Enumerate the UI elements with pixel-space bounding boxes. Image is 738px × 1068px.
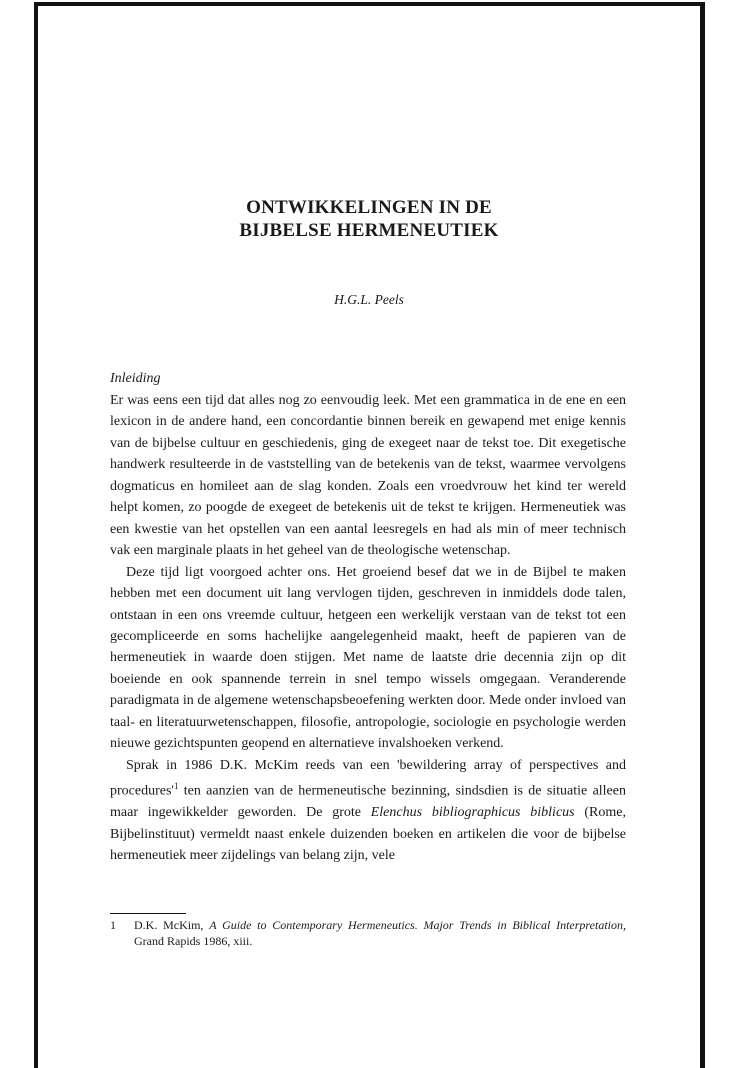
footnote-reference: 1: [173, 781, 179, 792]
section-heading: Inleiding: [110, 371, 161, 386]
article-title-line-2: BIJBELSE HERMENEUTIEK: [239, 220, 499, 241]
page-border-right: [700, 2, 705, 1068]
paragraph-3-italic-title: Elenchus bibliographicus biblicus: [370, 805, 575, 821]
paragraph-3-part-3: (Rome, Bijbelinstituut) vermeldt naast enkele duizenden boeken en artikelen die voor de bijbelse hermeneutiek meer zijdelings van belang zijn, vele: [110, 805, 626, 864]
body-text: [110, 390, 626, 867]
footnote-text-part-1: D.K. McKim,: [134, 918, 210, 932]
paragraph-2: Deze tijd ligt voorgoed achter ons. Het groeiend besef dat we in de Bijbel te maken hebben met een document uit lang vervlogen tijden, geschreven in inmiddels dode talen, ontstaan in een ons vreemde cultuur, hetgeen een werkelijk verstaan van de tekst tot een gecompliceerde en soms hachelijke aangelegenheid maakt, heeft de papieren van de hermeneutiek in waarde doen stijgen. Met name de laatste drie decennia zijn op dit boeiende en ook spannende terrein in snel tempo wissels omgegaan. Veranderende paradigmata in de algemene wetenschapsbeoefening werkten door. Mede onder invloed van taal- en literatuurwetenschappen, filosofie, antropologie, sociologie en psychologie werden nieuwe gezichtspunten geopend en alternatieve invalshoeken verkend.: [110, 564, 626, 752]
paragraph-3-part-2: ten aanzien van de hermeneutische bezinning, sindsdien is de situatie alleen maar ingewikkelder geworden. De grote: [110, 783, 626, 821]
paragraph-3: [110, 755, 626, 867]
footnote-book-title: A Guide to Contemporary Hermeneutics. Major Trends in Biblical Interpretation,: [209, 918, 626, 932]
footnote-divider: [110, 913, 186, 914]
footnote-text-part-2: Grand Rapids 1986, xiii.: [134, 933, 253, 948]
footnote-number: 1: [110, 918, 116, 932]
paragraph-3-part-1: Sprak in 1986 D.K. McKim reeds van een 'bewildering array of perspectives and procedures': [110, 757, 626, 799]
author-name: H.G.L. Peels: [334, 292, 404, 307]
paragraph-1: Er was eens een tijd dat alles nog zo eenvoudig leek. Met een grammatica in de ene en een lexicon in de andere hand, een concordantie binnen bereik en gewapend met enige kennis van de bijbelse cultuur en geschiedenis, ging de exegeet naar de tekst toe. Dit exegetische handwerk resulteerde in de vaststelling van de betekenis van de tekst, waarmee vervolgens dogmaticus en homileet aan de slag konden. Zoals een vroedvrouw het kind ter wereld helpt komen, zo poogde de exegeet de betekenis uit de tekst te krijgen. Hermeneutiek was een kwestie van het opstellen van een aantal leesregels en had als min of meer technisch vak een marginale plaats in het geheel van de theologische wetenschap.: [110, 393, 626, 559]
article-title-line-1: ONTWIKKELINGEN IN DE: [246, 197, 492, 218]
footnote-text: [134, 918, 626, 949]
